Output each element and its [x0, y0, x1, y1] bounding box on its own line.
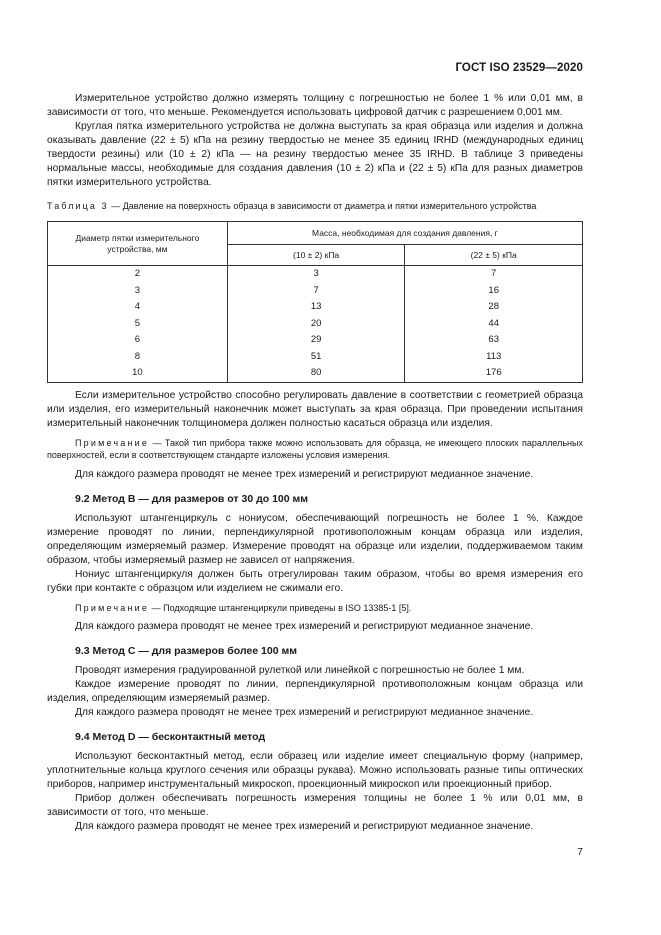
table-row [48, 365, 583, 382]
table-cell: 176 [405, 365, 583, 382]
table-caption [47, 200, 583, 212]
table-cell: 5 [48, 316, 228, 333]
table-cell: 2 [48, 266, 228, 283]
table-cell: 3 [227, 266, 405, 283]
column-header-22kpa: (22 ± 5) кПа [405, 245, 583, 266]
note-text: — Такой тип прибора также можно использовать для образца, не имеющего плоских параллельных поверхностей, если в соответствующем стандарте изложены условия измерения. [47, 437, 583, 460]
table-cell: 51 [227, 349, 405, 366]
table-cell: 8 [48, 349, 228, 366]
section-heading-9-3: 9.3 Метод C — для размеров более 100 мм [75, 645, 298, 657]
paragraph: Для каждого размера проводят не менее трех измерений и регистрируют медианное значение. [75, 707, 534, 718]
section-heading-9-4: 9.4 Метод D — бесконтактный метод [75, 731, 266, 743]
table-cell: 16 [405, 283, 583, 300]
table-3 [47, 221, 583, 383]
document-id: ГОСТ ISO 23529—2020 [455, 62, 583, 74]
page-content [47, 92, 583, 834]
note [47, 602, 583, 615]
table-cell: 6 [48, 332, 228, 349]
table-cell: 80 [227, 365, 405, 382]
table-cell: 113 [405, 349, 583, 366]
table-cell: 44 [405, 316, 583, 333]
paragraph: Измерительное устройство должно измерять толщину с погрешностью не более 1 % или 0,01 мм, в зависимости от того, что меньше. Рекомендуется использовать цифровой датчик с разрешением 0,001 мм. [47, 93, 583, 118]
table-row [48, 316, 583, 333]
table-cell: 10 [48, 365, 228, 382]
note-label: Примечание [75, 437, 150, 448]
table-caption-text: — Давление на поверхность образца в зависимости от диаметра и пятки измерительного устройства [108, 201, 537, 211]
table-cell: 28 [405, 299, 583, 316]
note [47, 437, 583, 462]
paragraph: Прибор должен обеспечивать погрешность измерения толщины не более 1 % или 0,01 мм, в зависимости от того, что меньше. [47, 793, 583, 818]
paragraph: Для каждого размера проводят не менее трех измерений и регистрируют медианное значение. [75, 621, 534, 632]
table-cell: 20 [227, 316, 405, 333]
table-cell: 13 [227, 299, 405, 316]
table-row [48, 283, 583, 300]
table-cell: 7 [227, 283, 405, 300]
section-heading-9-2: 9.2 Метод B — для размеров от 30 до 100 мм [75, 492, 309, 505]
column-header-10kpa: (10 ± 2) кПа [227, 245, 405, 266]
paragraph: Используют штангенциркуль с нониусом, обеспечивающий погрешность не более 1 %. Каждое измерение проводят по линии, перпендикулярной противоположным концам образца или изделия, определяющим измеряемый размер. Измерение проводят на образце или изделии, поддерживаемом таким образом, чтобы измеряемый размер не зависел от напряжения. [47, 512, 583, 566]
paragraph: Нониус штангенциркуля должен быть отрегулирован таким образом, чтобы во время измерения его губки при контакте с образцом или изделием не сжимали его. [47, 568, 583, 594]
table-cell: 4 [48, 299, 228, 316]
paragraph: Для каждого размера проводят не менее трех измерений и регистрируют медианное значение. [75, 468, 534, 480]
table-cell: 29 [227, 332, 405, 349]
paragraph: Круглая пятка измерительного устройства не должна выступать за края образца или изделия и должна оказывать давление (22 ± 5) кПа на резину твердостью не менее 35 единиц IRHD (международных единиц твердости резины) или (10 ± 2) кПа — на резину твердостью менее 35 IRHD. В таблице 3 приведены нормальные массы, необходимые для создания давления (10 ± 2) кПа и (22 ± 5) кПа для разных диаметров пятки измерительного устройства. [47, 121, 583, 188]
table-row [48, 332, 583, 349]
table-row [48, 266, 583, 283]
paragraph: Используют бесконтактный метод, если образец или изделие имеет специальную форму (например, уплотнительные кольца круглого сечения или образцы рукава). Можно использовать разные типы оптических приборов, например инструментальный микроскоп, проекционный микроскоп или проекционный прибор. [47, 751, 583, 790]
page-number: 7 [577, 846, 583, 858]
column-header-diameter: Диаметр пятки измерительного устройства, мм [48, 222, 228, 266]
paragraph: Если измерительное устройство способно регулировать давление в соответствии с геометрией образца или изделия, его измерительный наконечник может выступать за края образца. При проведении испытания измерительный наконечник толщиномера должен полностью касаться образца или изделия. [47, 389, 583, 429]
note-label: Примечание [75, 602, 150, 613]
table-row [48, 349, 583, 366]
table-cell: 7 [405, 266, 583, 283]
note-text: — Подходящие штангенциркули приведены в ISO 13385-1 [5]. [149, 602, 412, 613]
table-row [48, 299, 583, 316]
table-caption-label: Таблица 3 [47, 201, 109, 211]
table-cell: 3 [48, 283, 228, 300]
table-cell: 63 [405, 332, 583, 349]
paragraph: Проводят измерения градуированной рулеткой или линейкой с погрешностью не более 1 мм. [75, 665, 525, 676]
paragraph: Каждое измерение проводят по линии, перпендикулярной противоположным концам образца или изделия, определяющим измеряемый размер. [47, 679, 583, 704]
column-header-mass: Масса, необходимая для создания давления, г [227, 222, 582, 245]
paragraph: Для каждого размера проводят не менее трех измерений и регистрируют медианное значение. [75, 821, 534, 832]
